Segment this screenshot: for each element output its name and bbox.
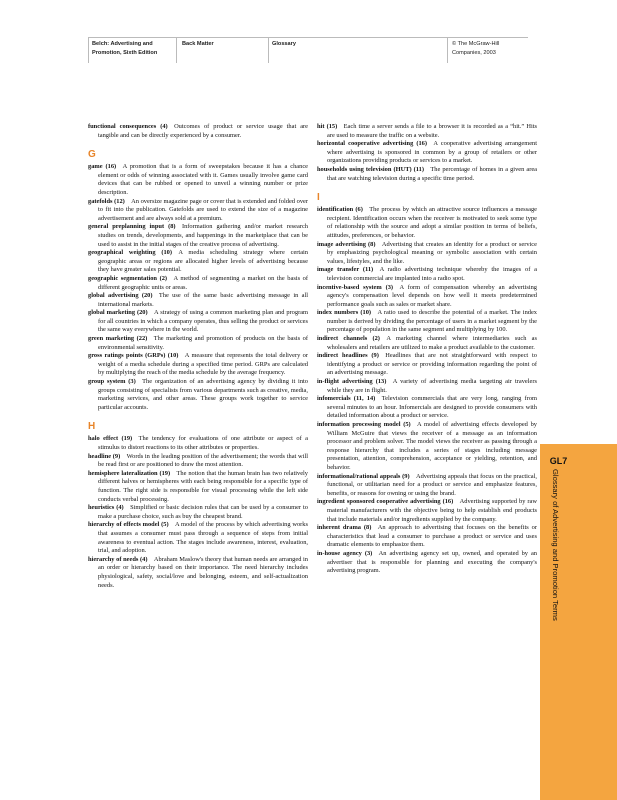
glossary-term: in-flight advertising (13) xyxy=(317,378,387,386)
glossary-term: gross ratings points (GRPs) (10) xyxy=(88,352,179,360)
glossary-term: identification (6) xyxy=(317,206,363,214)
section-letter: G xyxy=(88,149,96,161)
glossary-definition: The notion that the human brain has two relatively different halves or hemispheres with each being responsible for a specific type of function. The right side is responsible for visual processing while the left side conducts verbal processing. xyxy=(98,469,308,503)
glossary-definition: Advertising that creates an identity for a product or service by emphasizing psychological meaning or symbolic association with certain values, lifestyles, and the like. xyxy=(327,240,537,265)
glossary-entry xyxy=(317,309,537,335)
glossary-entry xyxy=(88,123,308,140)
glossary-definition: The organization of an advertising agency by dividing it into groups consisting of specialists from various departments such as creative, media, marketing services, and other areas. These groups work together to service particular accounts. xyxy=(98,378,308,411)
glossary-entry xyxy=(317,498,537,524)
glossary-term: indirect channels (2) xyxy=(317,335,380,343)
glossary-definition: Abraham Maslow's theory that human needs are arranged in an order or hierarchy based on their importance. The need hierarchy includes physiological, safety, social/love and belonging, esteem, and self-actualization needs. xyxy=(98,555,309,589)
glossary-entry xyxy=(88,470,308,504)
glossary-definition: The use of the same basic advertising message in all international markets. xyxy=(98,292,308,308)
glossary-definition: A model of advertising effects developed by William McGuire that views the receiver of a message as an information processor and problem solver. The model views the receiver as passing through a response hierarchy that includes a series of stages including message presentation, attention, comprehension, acceptance or yielding, retention, and behavior. xyxy=(327,421,537,471)
glossary-entry xyxy=(317,206,537,240)
glossary-column-left xyxy=(88,123,308,590)
glossary-definition: A radio advertising technique whereby the images of a television commercial are implanted into a radio spot. xyxy=(327,266,537,282)
glossary-definition: A method of segmenting a market on the basis of different geographic units or areas. xyxy=(98,274,309,291)
glossary-entry xyxy=(317,241,537,267)
glossary-definition: A ratio used to describe the potential of a market. The index number is derived by dividing the percentage of users in a market segment by the percentage of population in the same segment and multiplying by 100. xyxy=(327,309,537,334)
glossary-term: game (16) xyxy=(88,163,117,171)
section-letter: I xyxy=(317,192,320,204)
glossary-column-right xyxy=(317,123,537,576)
glossary-definition: The percentage of homes in a given area that are watching television during a specific time period. xyxy=(327,165,537,182)
glossary-term: horizontal cooperative advertising (16) xyxy=(317,140,428,148)
glossary-entry xyxy=(88,275,308,292)
page-code: GL7 xyxy=(549,456,568,466)
glossary-entry xyxy=(317,166,537,183)
glossary-entry xyxy=(317,395,537,421)
glossary-definition: Each time a server sends a file to a browser it is recorded as a “hit.” Hits are used to measure the traffic on a website. xyxy=(327,123,538,139)
glossary-term: incentive-based system (3) xyxy=(317,283,394,291)
glossary-entry xyxy=(317,524,537,550)
chapter-tab xyxy=(540,444,617,800)
glossary-entry xyxy=(317,140,537,166)
glossary-term: inherent drama (8) xyxy=(317,524,372,532)
glossary-definition: The process by which an attractive source influences a message recipient. Identification occurs when the receiver is motivated to seek some type of relationship with the source and adopt a similar position in terms of beliefs, attitudes, preferences, or behavior. xyxy=(327,206,537,239)
glossary-term: gatefolds (12) xyxy=(88,197,125,205)
glossary-term: global marketing (20) xyxy=(88,309,148,317)
glossary-definition: A model of the process by which advertising works that assumes a consumer must pass through a sequence of steps from initial awareness to eventual action. The stages include awareness, interest, evaluation, trial, and adoption. xyxy=(98,521,308,555)
glossary-term: global advertising (20) xyxy=(88,292,153,300)
glossary-definition: A promotion that is a form of sweepstakes because it has a chance element or odds of winning associated with it. Games usually involve game card devices that can be rubbed or opened to unveil a winning number or prize description. xyxy=(98,163,308,196)
glossary-entry xyxy=(317,335,537,352)
glossary-definition: Advertising supported by raw material manufacturers with the objective being to help establish end products that include materials and/or ingredients supplied by the company. xyxy=(327,498,537,523)
glossary-entry xyxy=(317,473,537,499)
glossary-entry xyxy=(88,223,308,249)
glossary-term: infomercials (11, 14) xyxy=(317,395,376,403)
glossary-term: geographical weighting (10) xyxy=(88,249,172,257)
glossary-entry xyxy=(88,198,308,224)
glossary-entry xyxy=(88,521,308,555)
glossary-term: image transfer (11) xyxy=(317,266,374,274)
header-chapter: Glossary xyxy=(272,41,296,47)
glossary-definition: An approach to advertising that focuses on the benefits or characteristics that lead a consumer to purchase a product or service and uses dramatic elements to emphasize them. xyxy=(327,524,537,549)
glossary-term: heuristics (4) xyxy=(88,504,124,512)
section-letter: H xyxy=(88,421,96,433)
glossary-term: general preplanning input (8) xyxy=(88,223,176,231)
glossary-term: headline (9) xyxy=(88,452,121,460)
glossary-definition: An oversize magazine page or cover that is extended and folded over to fit into the publication. Gatefolds are used to extend the size of a magazine advertisement and are always sold at a premium. xyxy=(98,197,308,222)
glossary-term: image advertising (8) xyxy=(317,240,376,248)
glossary-definition: Words in the leading position of the advertisement; the words that will be read first or are positioned to draw the most attention. xyxy=(98,452,308,469)
glossary-entry xyxy=(317,550,537,576)
glossary-term: index numbers (10) xyxy=(317,309,372,317)
glossary-definition: A cooperative advertising arrangement where advertising is sponsored in common by a group of retailers or other organizations providing products or services to a market. xyxy=(327,140,537,165)
header-copyright: © The McGraw-Hill Companies, 2003 xyxy=(452,41,500,56)
glossary-term: functional consequences (4) xyxy=(88,123,168,130)
header-divider xyxy=(88,37,89,63)
glossary-entry xyxy=(88,378,308,412)
header-rule xyxy=(88,37,528,38)
glossary-definition: Television commercials that are very long, ranging from several minutes to an hour. Infomercials are designed to provide consumers with detailed information about a product or service. xyxy=(327,395,537,420)
header-book-title: Belch: Advertising and Promotion, Sixth Edition xyxy=(92,41,158,56)
glossary-term: halo effect (19) xyxy=(88,435,133,443)
header-divider xyxy=(268,37,269,63)
glossary-definition: Advertising appeals that focus on the practical, functional, or utilitarian need for a product or service and emphasize features, benefits, or reasons for owning or using the brand. xyxy=(327,472,538,497)
glossary-definition: A marketing channel where intermediaries such as wholesalers and retailers are utilized to make a product available to the customer. xyxy=(327,335,537,351)
glossary-entry xyxy=(88,163,308,197)
glossary-term: in-house agency (3) xyxy=(317,549,373,557)
glossary-entry xyxy=(88,249,308,275)
glossary-term: informational/rational appeals (9) xyxy=(317,472,410,480)
glossary-term: information processing model (5) xyxy=(317,421,411,428)
glossary-term: hemisphere lateralization (19) xyxy=(88,469,171,477)
glossary-term: indirect headlines (9) xyxy=(317,352,379,360)
glossary-entry xyxy=(88,309,308,335)
glossary-entry xyxy=(88,292,308,309)
header-divider xyxy=(447,37,448,63)
glossary-definition: A media scheduling strategy where certain geographic areas or regions are allocated higher levels of advertising because they have greater sales potential. xyxy=(98,249,308,274)
glossary-definition: The marketing and promotion of products on the basis of environmental sensitivity. xyxy=(98,335,308,351)
glossary-term: geographic segmentation (2) xyxy=(88,274,168,282)
glossary-definition: A measure that represents the total delivery or weight of a media schedule during a specified time period. GRPs are calculated by multiplying the reach of the media schedule by the average frequency. xyxy=(98,352,308,377)
chapter-tab-title: Glossary of Advertising and Promotion Terms xyxy=(551,469,560,621)
glossary-definition: Simplified or basic decision rules that can be used by a consumer to make a purchase choice, such as buy the cheapest brand. xyxy=(98,504,308,520)
glossary-entry xyxy=(88,504,308,521)
glossary-term: hierarchy of needs (4) xyxy=(88,555,148,563)
glossary-entry xyxy=(88,453,308,470)
glossary-definition: Outcomes of product or service usage that are tangible and can be directly experienced by a consumer. xyxy=(98,123,308,139)
glossary-entry xyxy=(88,335,308,352)
glossary-term: ingredient sponsored cooperative advertising (16) xyxy=(317,498,454,506)
glossary-definition: A strategy of using a common marketing plan and program for all countries in which a company operates, thus selling the product or services the same way everywhere in the world. xyxy=(98,309,309,334)
header-divider xyxy=(176,37,177,63)
glossary-entry xyxy=(317,284,537,310)
glossary-entry xyxy=(317,378,537,395)
glossary-definition: An advertising agency set up, owned, and operated by an advertiser that is responsible for planning and executing the company's advertising program. xyxy=(327,549,537,575)
header-section: Back Matter xyxy=(182,41,214,47)
glossary-entry xyxy=(317,266,537,283)
glossary-entry xyxy=(317,421,537,473)
glossary-entry xyxy=(88,352,308,378)
glossary-term: households using television (HUT) (11) xyxy=(317,165,424,173)
glossary-definition: A variety of advertising media targeting air travelers while they are in flight. xyxy=(327,378,537,394)
glossary-definition: Information gathering and/or market research studies on trends, developments, and happenings in the marketplace that can be used to assist in the initial stages of the creative process of advertising. xyxy=(98,223,309,248)
glossary-entry xyxy=(88,435,308,452)
glossary-term: green marketing (22) xyxy=(88,335,148,343)
glossary-term: hierarchy of effects model (5) xyxy=(88,521,169,529)
glossary-definition: The tendency for evaluations of one attribute or aspect of a stimulus to distort reactions to its other attributes or properties. xyxy=(98,435,308,451)
glossary-definition: Headlines that are not straightforward with respect to identifying a product or service or providing information regarding the point of an advertising message. xyxy=(327,352,537,377)
glossary-entry xyxy=(317,123,537,140)
glossary-term: hit (15) xyxy=(317,123,338,130)
glossary-entry xyxy=(88,556,308,590)
glossary-definition: A form of compensation whereby an advertising agency's compensation level depends on how well it meets predetermined performance goals such as sales or market share. xyxy=(327,283,537,308)
glossary-term: group system (3) xyxy=(88,378,136,386)
glossary-entry xyxy=(317,352,537,378)
